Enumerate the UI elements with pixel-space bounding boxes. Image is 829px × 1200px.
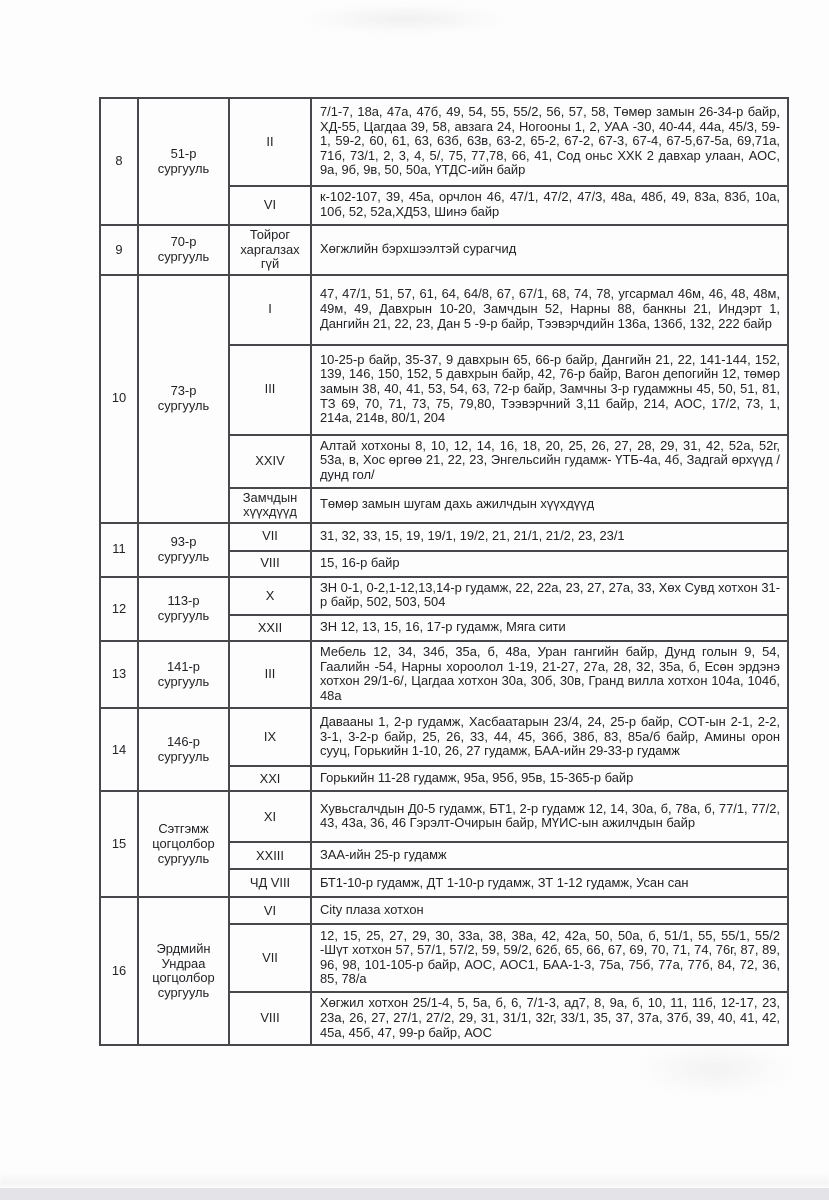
school-table-body	[100, 98, 788, 1045]
district-cell: Тойрог харгалзах гүй	[229, 225, 311, 275]
school-name-cell: 93-р сургууль	[138, 523, 229, 577]
table-row	[100, 225, 788, 275]
table-row	[100, 641, 788, 708]
district-cell: VI	[229, 186, 311, 225]
addresses-cell: 15, 16-р байр	[311, 551, 788, 577]
table-row	[100, 523, 788, 551]
addresses-cell: ЗН 12, 13, 15, 16, 17-р гудамж, Мяга сити	[311, 615, 788, 641]
scan-artifact-bottom-strip	[0, 1172, 829, 1186]
addresses-cell: 7/1-7, 18а, 47а, 47б, 49, 54, 55, 55/2, 56, 57, 58, Төмөр замын 26-34-р байр, ХД-55, Цагдаа 39, 58, авзага 24, Ногооны 1, 2, УАА -30, 40-44, 44а, 45/3, 59-1, 59-2, 60, 61, 63, 63б, 63в, 63-2, 65-2, 67-2, 67-3, 67-4, 67-5,67-5а, 69,71а, 71б, 73/1, 2, 3, 4, 5/, 75, 77,78, 66, 41, Сод оньс ХХК 2 давхар улаан, АОС, 9а, 9б, 9в, 50, 50а, ҮТДС-ийн байр	[311, 98, 788, 186]
table-wrapper	[99, 97, 787, 1046]
addresses-cell: 12, 15, 25, 27, 29, 30, 33а, 38, 38а, 42, 42а, 50, 50а, б, 51/1, 55, 55/1, 55/2 -Шүт хотхон 57, 57/1, 57/2, 59, 59/2, 62б, 65, 66, 67, 69, 70, 71, 74, 76г, 87, 89, 96, 98, 101-105-р байр, АОС, АОС1, БАА-1-3, 75а, 75б, 77а, 77б, 84, 72, 36, 85, 78/а	[311, 924, 788, 992]
addresses-cell: Хөгжил хотхон 25/1-4, 5, 5а, б, 6, 7/1-3, ад7, 8, 9а, б, 10, 11, 11б, 12-17, 23, 23а, 26, 27, 27/1, 27/2, 29, 31, 31/1, 32г, 33/1, 35, 37, 37а, 37б, 39, 40, 41, 42, 45а, 45б, 47, 99-р байр, АОС	[311, 992, 788, 1045]
table-row	[100, 98, 788, 186]
school-name-cell: 51-р сургууль	[138, 98, 229, 225]
table-row	[100, 275, 788, 345]
scan-artifact-top-smudge	[300, 4, 510, 34]
page-edge-strip	[0, 1188, 829, 1200]
row-number-cell: 11	[100, 523, 138, 577]
row-number-cell: 8	[100, 98, 138, 225]
district-cell: I	[229, 275, 311, 345]
district-cell: VI	[229, 897, 311, 924]
row-number-cell: 12	[100, 577, 138, 641]
district-cell: III	[229, 641, 311, 708]
school-district-table	[99, 97, 789, 1046]
addresses-cell: БТ1-10-р гудамж, ДТ 1-10-р гудамж, ЗТ 1-12 гудамж, Усан сан	[311, 869, 788, 897]
district-cell: VIII	[229, 551, 311, 577]
district-cell: Замчдын хүүхдүүд	[229, 488, 311, 523]
district-cell: XI	[229, 791, 311, 842]
addresses-cell: Хувьсгалчдын Д0-5 гудамж, БТ1, 2-р гудамж 12, 14, 30а, б, 78а, б, 77/1, 77/2, 43, 43а, 36, 46 Гэрэлт-Очирын байр, МҮИС-ын ажилчдын байр	[311, 791, 788, 842]
addresses-cell: Хөгжлийн бэрхшээлтэй сурагчид	[311, 225, 788, 275]
school-name-cell: Сэтгэмж цогцолбор сургууль	[138, 791, 229, 897]
school-name-cell: 73-р сургууль	[138, 275, 229, 523]
addresses-cell: ЗН 0-1, 0-2,1-12,13,14-р гудамж, 22, 22а, 23, 27, 27а, 33, Хөх Сувд хотхон 31-р байр, 502, 503, 504	[311, 577, 788, 615]
addresses-cell: к-102-107, 39, 45а, орчлон 46, 47/1, 47/2, 47/3, 48а, 48б, 49, 83а, 83б, 10а, 10б, 52, 52а,ХД53, Шинэ байр	[311, 186, 788, 225]
district-cell: VII	[229, 924, 311, 992]
district-cell: XXIV	[229, 435, 311, 488]
school-name-cell: Эрдмийн Ундраа цогцолбор сургууль	[138, 897, 229, 1045]
addresses-cell: 10-25-р байр, 35-37, 9 давхрын 65, 66-р байр, Дангийн 21, 22, 141-144, 152, 139, 146, 150, 152, 5 давхрын байр, 42, 76-р байр, Вагон депогийн 12, төмөр замын 38, 40, 41, 53, 54, 63, 72-р байр, Замчны 3-р гудамжны 45, 50, 51, 81, ТЗ 69, 70, 71, 73, 75, 79,80, Тээвэрчний 3,11 байр, 214, АОС, 17/2, 73, 1, 214а, 214в, 80/1, 204	[311, 345, 788, 435]
addresses-cell: Төмөр замын шугам дахь ажилчдын хүүхдүүд	[311, 488, 788, 523]
row-number-cell: 16	[100, 897, 138, 1045]
scan-artifact-bottom-smudge	[635, 1042, 795, 1097]
row-number-cell: 10	[100, 275, 138, 523]
addresses-cell: City плаза хотхон	[311, 897, 788, 924]
school-name-cell: 141-р сургууль	[138, 641, 229, 708]
district-cell: XXIII	[229, 842, 311, 869]
school-name-cell: 70-р сургууль	[138, 225, 229, 275]
addresses-cell: Давааны 1, 2-р гудамж, Хасбаатарын 23/4, 24, 25-р байр, СОТ-ын 2-1, 2-2, 3-1, 3-2-р байр, 25, 26, 33, 44, 45, 36б, 38б, 83, 85а/б байр, Амины орон сууц, Горькийн 1-10, 26, 27 гудамж, БАА-ийн 29-33-р гудамж	[311, 708, 788, 766]
row-number-cell: 14	[100, 708, 138, 791]
table-row	[100, 708, 788, 766]
addresses-cell: Горькийн 11-28 гудамж, 95а, 95б, 95в, 15-365-р байр	[311, 766, 788, 791]
addresses-cell: Алтай хотхоны 8, 10, 12, 14, 16, 18, 20, 25, 26, 27, 28, 29, 31, 42, 52а, 52г, 53а, в, Хос өргөө 21, 22, 23, Энгельсийн гудамж- ҮТБ-4а, 4б, Задгай өрхүүд /дунд гол/	[311, 435, 788, 488]
row-number-cell: 13	[100, 641, 138, 708]
district-cell: VII	[229, 523, 311, 551]
district-cell: III	[229, 345, 311, 435]
district-cell: X	[229, 577, 311, 615]
district-cell: ЧД VIII	[229, 869, 311, 897]
district-cell: VIII	[229, 992, 311, 1045]
row-number-cell: 15	[100, 791, 138, 897]
school-name-cell: 146-р сургууль	[138, 708, 229, 791]
addresses-cell: Мебель 12, 34, 34б, 35а, б, 48а, Уран гангийн байр, Дунд голын 9, 54, Гаалийн -54, Нарны хороолол 1-19, 21-27, 27а, 28, 32, 35а, б, Есөн эрдэнэ хотхон 29/1-6/, Цагдаа хотхон 30а, 30б, 30в, Гранд вилла хотхон 104а, 104б, 48а	[311, 641, 788, 708]
addresses-cell: 31, 32, 33, 15, 19, 19/1, 19/2, 21, 21/1, 21/2, 23, 23/1	[311, 523, 788, 551]
district-cell: XXII	[229, 615, 311, 641]
district-cell: II	[229, 98, 311, 186]
table-row	[100, 897, 788, 924]
district-cell: IX	[229, 708, 311, 766]
school-name-cell: 113-р сургууль	[138, 577, 229, 641]
addresses-cell: 47, 47/1, 51, 57, 61, 64, 64/8, 67, 67/1, 68, 74, 78, угсармал 46м, 46, 48, 48м, 49м, 49, Давхрын 10-20, Замчдын 52, Нарны 88, банкны 21, Индэрт 1, Дангийн 21, 22, 23, Дан 5 -9-р байр, Тээвэрчдийн 136а, 136б, 132, 222 байр	[311, 275, 788, 345]
district-cell: XXI	[229, 766, 311, 791]
table-row	[100, 791, 788, 842]
row-number-cell: 9	[100, 225, 138, 275]
table-row	[100, 577, 788, 615]
addresses-cell: ЗАА-ийн 25-р гудамж	[311, 842, 788, 869]
